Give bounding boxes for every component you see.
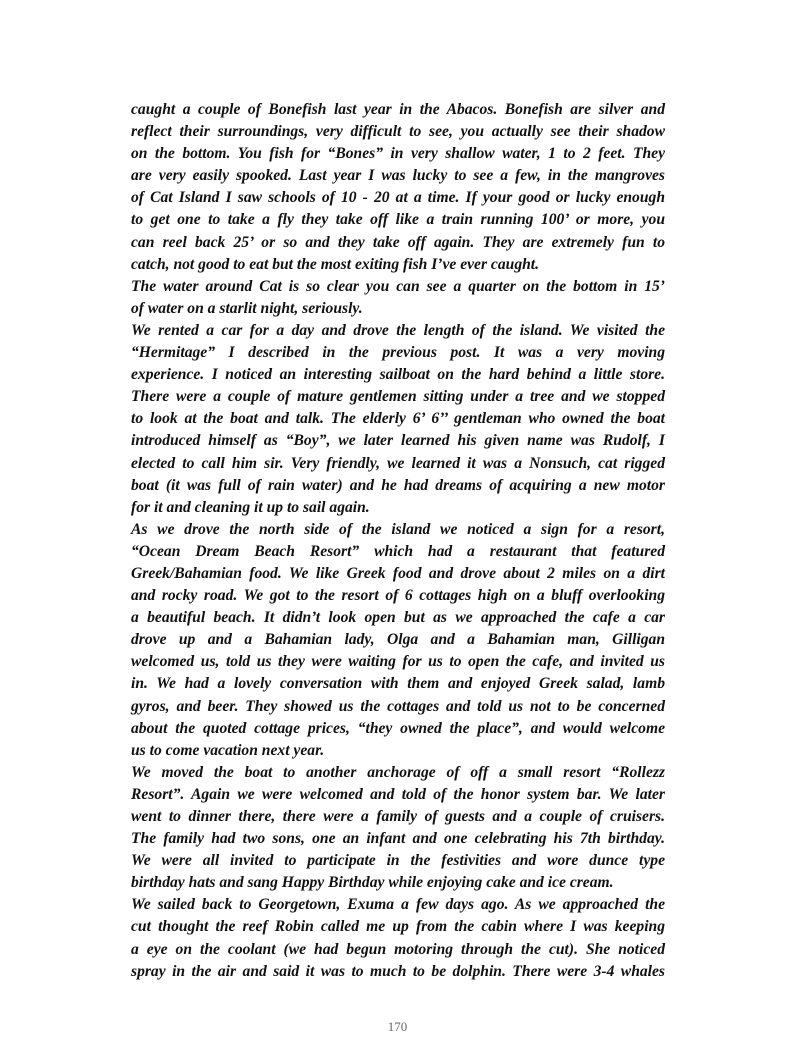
text-line: welcomed us, told us they were waiting for us to open the cafe, and invited us xyxy=(131,653,665,671)
text-line: and rocky road. We got to the resort of 6 cottages high on a bluff overlooking xyxy=(131,587,665,605)
text-line: of water on a starlit night, seriously. xyxy=(131,299,363,317)
text-line: As we drove the north side of the island we noticed a sign for a resort, xyxy=(131,520,665,538)
text-line: about the quoted cottage prices, “they owned the place”, and would welcome xyxy=(131,719,665,737)
page-number: 170 xyxy=(387,1019,408,1034)
text-line: catch, not good to eat but the most exiting fish I’ve ever caught. xyxy=(131,255,540,273)
text-line: We rented a car for a day and drove the length of the island. We visited the xyxy=(131,321,665,339)
text-line: introduced himself as “Boy”, we later learned his given name was Rudolf, I xyxy=(131,432,665,450)
text-line: birthday hats and sang Happy Birthday while enjoying cake and ice cream. xyxy=(131,874,614,892)
paragraph xyxy=(131,320,665,519)
paragraph xyxy=(131,762,665,895)
text-line: Greek/Bahamian food. We like Greek food and drove about 2 miles on a dirt xyxy=(131,564,665,582)
text-line: a beautiful beach. It didn’t look open but as we approached the cafe a car xyxy=(131,609,665,627)
text-line: caught a couple of Bonefish last year in the Abacos. Bonefish are silver and xyxy=(131,101,665,118)
text-line: on the bottom. You fish for “Bones” in very shallow water, 1 to 2 feet. They xyxy=(131,145,665,163)
text-line: boat (it was full of rain water) and he had dreams of acquiring a new motor xyxy=(131,476,665,494)
text-line: reflect their surroundings, very difficult to see, you actually see their shadow xyxy=(131,123,665,141)
body-text xyxy=(131,99,665,983)
text-line: elected to call him sir. Very friendly, we learned it was a Nonsuch, cat rigged xyxy=(131,454,665,472)
text-line: There were a couple of mature gentlemen sitting under a tree and we stopped xyxy=(131,388,665,406)
text-line: of Cat Island I saw schools of 10 - 20 at a time. If your good or lucky enough xyxy=(131,189,665,207)
paragraph xyxy=(131,894,665,982)
paragraph xyxy=(131,519,665,762)
text-line: in. We had a lovely conversation with them and enjoyed Greek salad, lamb xyxy=(131,675,665,693)
text-line: “Hermitage” I described in the previous post. It was a very moving xyxy=(131,344,665,362)
text-line: to get one to take a fly they take off like a train running 100’ or more, you xyxy=(131,211,665,229)
paragraph xyxy=(131,99,665,276)
text-line: We were all invited to participate in the festivities and wore dunce type xyxy=(131,852,665,870)
text-line: went to dinner there, there were a family of guests and a couple of cruisers. xyxy=(131,808,665,825)
text-line: Resort”. Again we were welcomed and told of the honor system bar. We later xyxy=(131,785,665,803)
text-line: The water around Cat is so clear you can see a quarter on the bottom in 15’ xyxy=(131,277,665,295)
text-line: drove up and a Bahamian lady, Olga and a Bahamian man, Gilligan xyxy=(131,631,665,649)
text-line: “Ocean Dream Beach Resort” which had a restaurant that featured xyxy=(131,542,665,560)
text-line: The family had two sons, one an infant and one celebrating his 7th birthday. xyxy=(131,830,665,848)
text-line: spray in the air and said it was to much to be dolphin. There were 3-4 whales xyxy=(131,962,665,980)
text-line: We sailed back to Georgetown, Exuma a few days ago. As we approached the xyxy=(131,896,665,914)
text-line: us to come vacation next year. xyxy=(131,741,325,759)
text-line: We moved the boat to another anchorage of off a small resort “Rollezz xyxy=(131,763,665,781)
text-line: a eye on the coolant (we had begun motoring through the cut). She noticed xyxy=(131,940,665,958)
text-line: gyros, and beer. They showed us the cottages and told us not to be concerned xyxy=(131,697,665,715)
text-line: to look at the boat and talk. The elderly 6’ 6’’ gentleman who owned the boat xyxy=(131,410,665,428)
text-line: are very easily spooked. Last year I was lucky to see a few, in the mangroves xyxy=(131,167,665,185)
text-line: cut thought the reef Robin called me up from the cabin where I was keeping xyxy=(131,918,665,936)
text-line: can reel back 25’ or so and they take off again. They are extremely fun to xyxy=(131,233,665,251)
text-line: experience. I noticed an interesting sailboat on the hard behind a little store. xyxy=(131,366,665,384)
text-line: for it and cleaning it up to sail again. xyxy=(131,498,370,516)
paragraph xyxy=(131,276,665,320)
